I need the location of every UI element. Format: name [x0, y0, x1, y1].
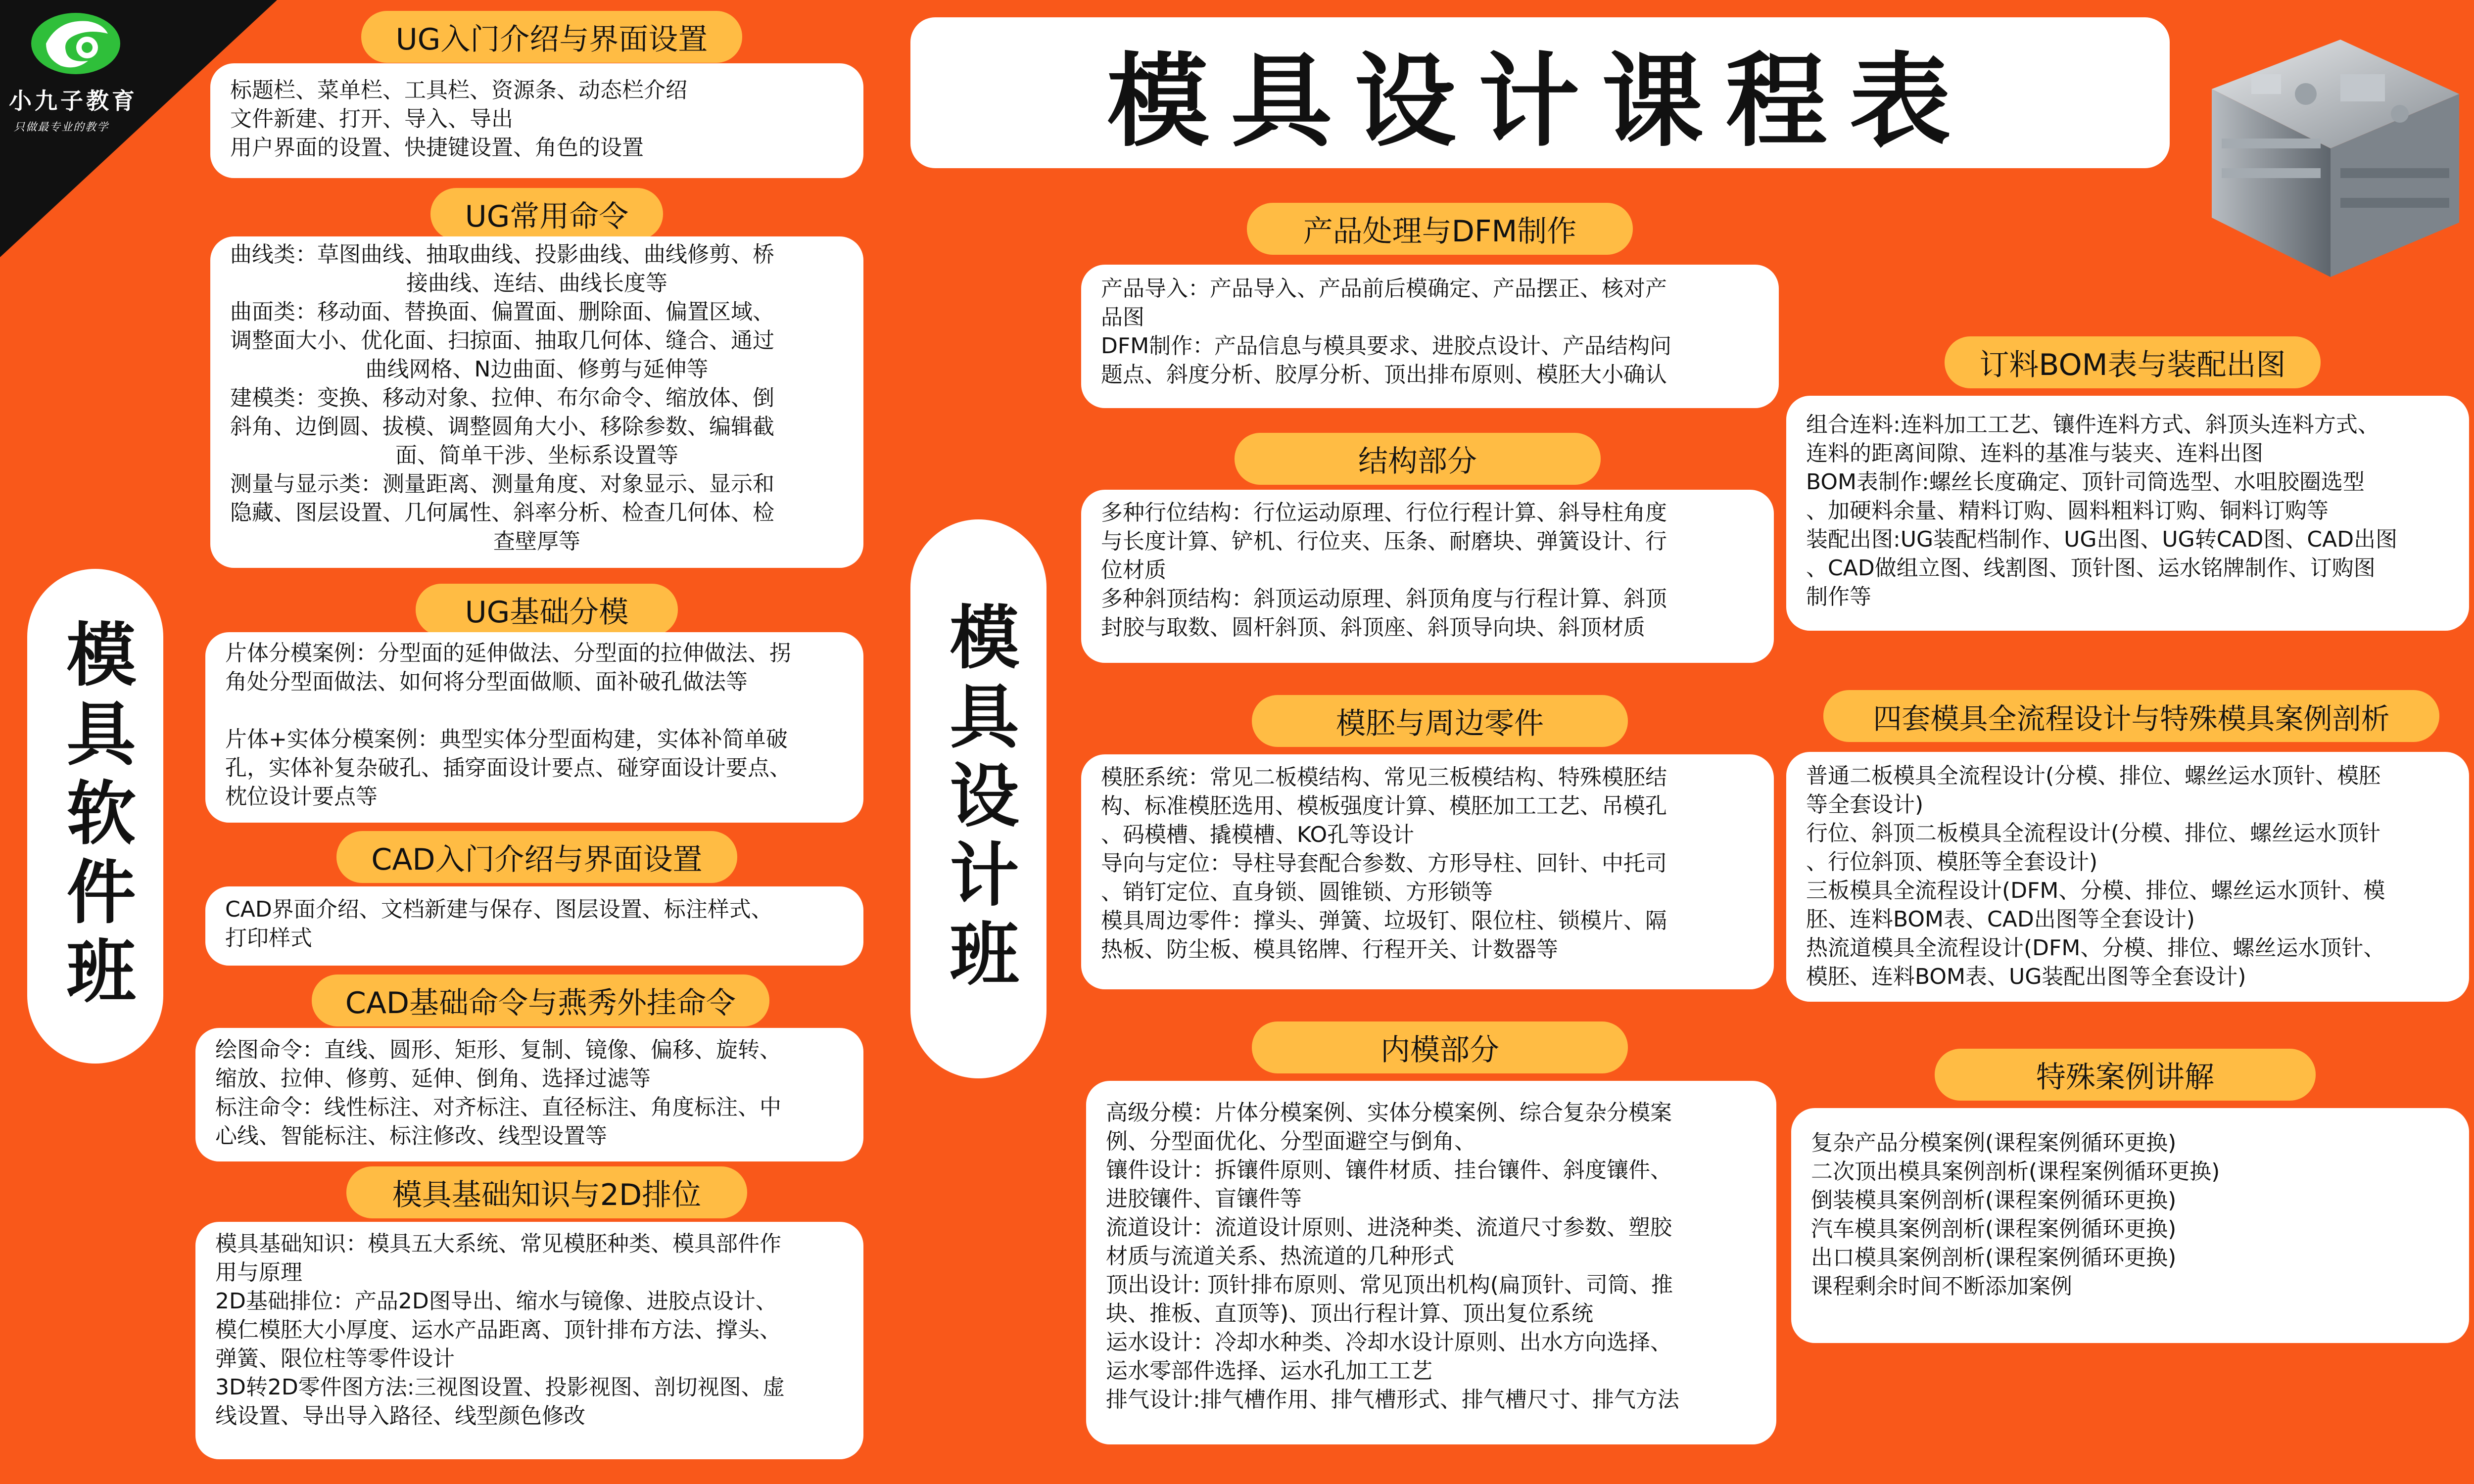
list-item: CAD界面介绍、文档新建与保存、图层设置、标注样式、 [225, 897, 773, 922]
list-item: 模胚系统：常见二板模结构、常见三板模结构、特殊模胚结 [1101, 765, 1667, 790]
design-class-text: 模具设计班 [938, 601, 1019, 997]
list-item: 线设置、导出导入路径、线型颜色修改 [215, 1403, 585, 1429]
list-item: 、码模槽、撬模槽、KO孔等设计 [1101, 822, 1415, 847]
section-header-special-cases: 特殊案例讲解 [1935, 1049, 2316, 1101]
list-item: 2D基础排位：产品2D图导出、缩水与镜像、进胶点设计、 [215, 1289, 777, 1314]
list-item: BOM表制作:螺丝长度确定、顶针司筒选型、水咀胶圈选型 [1806, 469, 2365, 495]
list-item: 组合连料:连料加工工艺、镶件连料方式、斜顶头连料方式、 [1806, 412, 2379, 437]
section-header-structure: 结构部分 [1235, 433, 1601, 485]
section-header-cad-intro: CAD入门介绍与界面设置 [336, 831, 737, 883]
section-header-mold-basics: 模具基础知识与2D排位 [346, 1166, 747, 1218]
list-item: 流道设计：流道设计原则、进浇种类、流道尺寸参数、塑胶 [1106, 1215, 1672, 1240]
list-item: 行位、斜顶二板模具全流程设计(分模、排位、螺丝运水顶针 [1806, 821, 2381, 846]
list-item: 测量与显示类：测量距离、测量角度、对象显示、显示和 [230, 471, 774, 497]
list-item: 接曲线、连结、曲线长度等 [406, 271, 667, 296]
list-item: 材质与流道关系、热流道的几种形式 [1106, 1244, 1454, 1269]
software-class-text: 模具软件班 [55, 618, 136, 1014]
list-item: 连料的距离间隙、连料的基准与装夹、连料出图 [1806, 441, 2263, 466]
section-cad-intro [205, 886, 863, 966]
list-item: 隐藏、图层设置、几何属性、斜率分析、检查几何体、检 [230, 500, 774, 525]
section-ug-commands [210, 236, 863, 568]
list-item: 复杂产品分模案例(课程案例循环更换) [1811, 1130, 2177, 1156]
list-item: 汽车模具案例剖析(课程案例循环更换) [1811, 1216, 2177, 1242]
list-item: 曲面类：移动面、替换面、偏置面、删除面、偏置区域、 [230, 299, 774, 325]
section-header-ug-parting: UG基础分模 [416, 584, 678, 636]
list-item: 构、标准模胚选用、模板强度计算、模胚加工工艺、吊模孔 [1101, 793, 1667, 819]
list-item: 多种斜顶结构：斜顶运动原理、斜顶角度与行程计算、斜顶 [1101, 586, 1667, 611]
list-item: 模具周边零件：撑头、弹簧、垃圾钉、限位柱、锁模片、隔 [1101, 908, 1667, 933]
section-full-process [1786, 752, 2469, 1002]
list-item: 查壁厚等 [493, 529, 580, 554]
section-product-dfm [1081, 265, 1779, 408]
design-class-label [910, 519, 1047, 1078]
section-ug-intro [210, 63, 863, 178]
list-item: 调整面大小、优化面、扫掠面、抽取几何体、缝合、通过 [230, 328, 774, 353]
list-item: 斜角、边倒圆、拔模、调整圆角大小、移除参数、编辑截 [230, 414, 774, 439]
list-item: DFM制作：产品信息与模具要求、进胶点设计、产品结构问 [1101, 333, 1672, 359]
list-item: 、行位斜顶、模胚等全套设计) [1806, 849, 2098, 875]
list-item: 二次顶出模具案例剖析(课程案例循环更换) [1811, 1159, 2220, 1184]
section-header-ug-commands: UG常用命令 [430, 188, 663, 240]
list-item: 用户界面的设置、快捷键设置、角色的设置 [230, 135, 644, 160]
list-item: 课程剩余时间不断添加案例 [1811, 1274, 2072, 1299]
list-item: 心线、智能标注、标注修改、线型设置等 [215, 1123, 607, 1149]
list-item: 出口模具案例剖析(课程案例循环更换) [1811, 1245, 2177, 1270]
list-item: 、加硬料余量、精料订购、圆料粗料订购、铜料订购等 [1806, 498, 2329, 523]
list-item: 标题栏、菜单栏、工具栏、资源条、动态栏介绍 [230, 78, 687, 103]
list-item: 多种行位结构：行位运动原理、行位行程计算、斜导柱角度 [1101, 500, 1667, 525]
section-header-mold-base: 模胚与周边零件 [1252, 695, 1628, 747]
list-item: 产品导入：产品导入、产品前后模确定、产品摆正、核对产 [1101, 276, 1667, 301]
section-header-product-dfm: 产品处理与DFM制作 [1247, 203, 1633, 255]
list-item: 运水设计：冷却水种类、冷却水设计原则、出水方向选择、 [1106, 1330, 1672, 1355]
list-item: 例、分型面优化、分型面避空与倒角、 [1106, 1129, 1476, 1154]
page-title: 模具设计课程表 [1107, 43, 1973, 161]
list-item: 品图 [1101, 305, 1144, 330]
list-item: 镶件设计：拆镶件原则、镶件材质、挂台镶件、斜度镶件、 [1106, 1158, 1672, 1183]
list-item: 封胶与取数、圆杆斜顶、斜顶座、斜顶导向块、斜顶材质 [1101, 615, 1645, 640]
list-item: 、销钉定位、直身锁、圆锥锁、方形锁等 [1101, 880, 1493, 905]
brand-slogan: 只做最专业的教学 [14, 121, 109, 134]
list-item: 模具基础知识：模具五大系统、常见模胚种类、模具部件作 [215, 1231, 781, 1256]
list-item: 片体+实体分模案例：典型实体分型面构建，实体补简单破 [225, 727, 788, 752]
section-cad-commands [195, 1028, 863, 1161]
brand-name: 小九子教育 [9, 88, 138, 114]
list-item: 块、推板、直顶等)、顶出行程计算、顶出复位系统 [1106, 1301, 1594, 1326]
list-item: 装配出图:UG装配档制作、UG出图、UG转CAD图、CAD出图 [1806, 527, 2398, 552]
section-mold-base [1081, 754, 1774, 989]
list-item: 曲线网格、N边曲面、修剪与延伸等 [365, 357, 709, 382]
brand-logo [9, 9, 172, 138]
list-item: 热板、防尘板、模具铭牌、行程开关、计数器等 [1101, 937, 1558, 962]
software-class-label [27, 569, 163, 1064]
list-item: 导向与定位：导柱导套配合参数、方形导柱、回针、中托司 [1101, 851, 1667, 876]
section-header-core-cavity: 内模部分 [1252, 1021, 1628, 1073]
section-bom-assembly [1786, 396, 2469, 631]
list-item: 弹簧、限位柱等零件设计 [215, 1346, 455, 1371]
list-item: 绘图命令：直线、圆形、矩形、复制、镜像、偏移、旋转、 [215, 1037, 781, 1063]
list-item: 文件新建、打开、导入、导出 [230, 106, 513, 132]
section-ug-parting [205, 632, 863, 823]
list-item: 打印样式 [225, 926, 312, 951]
list-item: 顶出设计: 顶针排布原则、常见顶出机构(扁顶针、司筒、推 [1106, 1272, 1673, 1298]
list-item: 枕位设计要点等 [225, 784, 378, 809]
section-structure [1081, 490, 1774, 663]
list-item: 建模类：变换、移动对象、拉伸、布尔命令、缩放体、倒 [230, 385, 774, 411]
section-core-cavity [1086, 1081, 1776, 1444]
mold-illustration-icon [2192, 20, 2469, 297]
section-special-cases [1791, 1108, 2469, 1343]
list-item: 高级分模：片体分模案例、实体分模案例、综合复杂分模案 [1106, 1100, 1672, 1125]
list-item: 等全套设计) [1806, 792, 1924, 817]
list-item: 曲线类：草图曲线、抽取曲线、投影曲线、曲线修剪、桥 [230, 242, 774, 267]
list-item: 缩放、拉伸、修剪、延伸、倒角、选择过滤等 [215, 1066, 651, 1091]
title-banner [910, 17, 2170, 168]
list-item: 模仁模胚大小厚度、运水产品距离、顶针排布方法、撑头、 [215, 1317, 781, 1343]
list-item: 面、简单干涉、坐标系设置等 [395, 443, 678, 468]
list-item: 、CAD做组立图、线割图、顶针图、运水铭牌制作、订购图 [1806, 556, 2376, 581]
list-item: 3D转2D零件图方法:三视图设置、投影视图、剖切视图、虚 [215, 1375, 785, 1400]
list-item: 胚、连料BOM表、CAD出图等全套设计) [1806, 907, 2195, 932]
section-header-cad-commands: CAD基础命令与燕秀外挂命令 [312, 974, 769, 1026]
section-header-full-process: 四套模具全流程设计与特殊模具案例剖析 [1823, 690, 2439, 742]
list-item: 三板模具全流程设计(DFM、分模、排位、螺丝运水顶针、模 [1806, 878, 2385, 903]
list-item: 与长度计算、铲机、行位夹、压条、耐磨块、弹簧设计、行 [1101, 529, 1667, 554]
list-item: 标注命令：线性标注、对齐标注、直径标注、角度标注、中 [215, 1095, 781, 1120]
list-item: 用与原理 [215, 1260, 302, 1285]
list-item: 题点、斜度分析、胶厚分析、顶出排布原则、模胚大小确认 [1101, 362, 1667, 387]
leaf-logo-icon [29, 9, 123, 78]
section-header-ug-intro: UG入门介绍与界面设置 [361, 11, 742, 63]
list-item: 制作等 [1806, 584, 1871, 609]
list-item: 位材质 [1101, 557, 1166, 583]
list-item: 模胚、连料BOM表、UG装配出图等全套设计) [1806, 964, 2246, 989]
list-item: 普通二板模具全流程设计(分模、排位、螺丝运水顶针、模胚 [1806, 763, 2381, 788]
section-header-bom-assembly: 订料BOM表与装配出图 [1945, 336, 2321, 388]
list-item: 倒装模具案例剖析(课程案例循环更换) [1811, 1188, 2177, 1213]
list-item: 运水零部件选择、运水孔加工工艺 [1106, 1358, 1432, 1384]
section-mold-basics [195, 1222, 863, 1459]
list-item: 角处分型面做法、如何将分型面做顺、面补破孔做法等 [225, 669, 748, 695]
list-item: 进胶镶件、盲镶件等 [1106, 1186, 1302, 1211]
list-item: 排气设计:排气槽作用、排气槽形式、排气槽尺寸、排气方法 [1106, 1387, 1679, 1412]
list-item: 孔，实体补复杂破孔、插穿面设计要点、碰穿面设计要点、 [225, 755, 791, 781]
list-item: 片体分模案例：分型面的延伸做法、分型面的拉伸做法、拐 [225, 641, 791, 666]
list-item: 热流道模具全流程设计(DFM、分模、排位、螺丝运水顶针、 [1806, 935, 2385, 961]
